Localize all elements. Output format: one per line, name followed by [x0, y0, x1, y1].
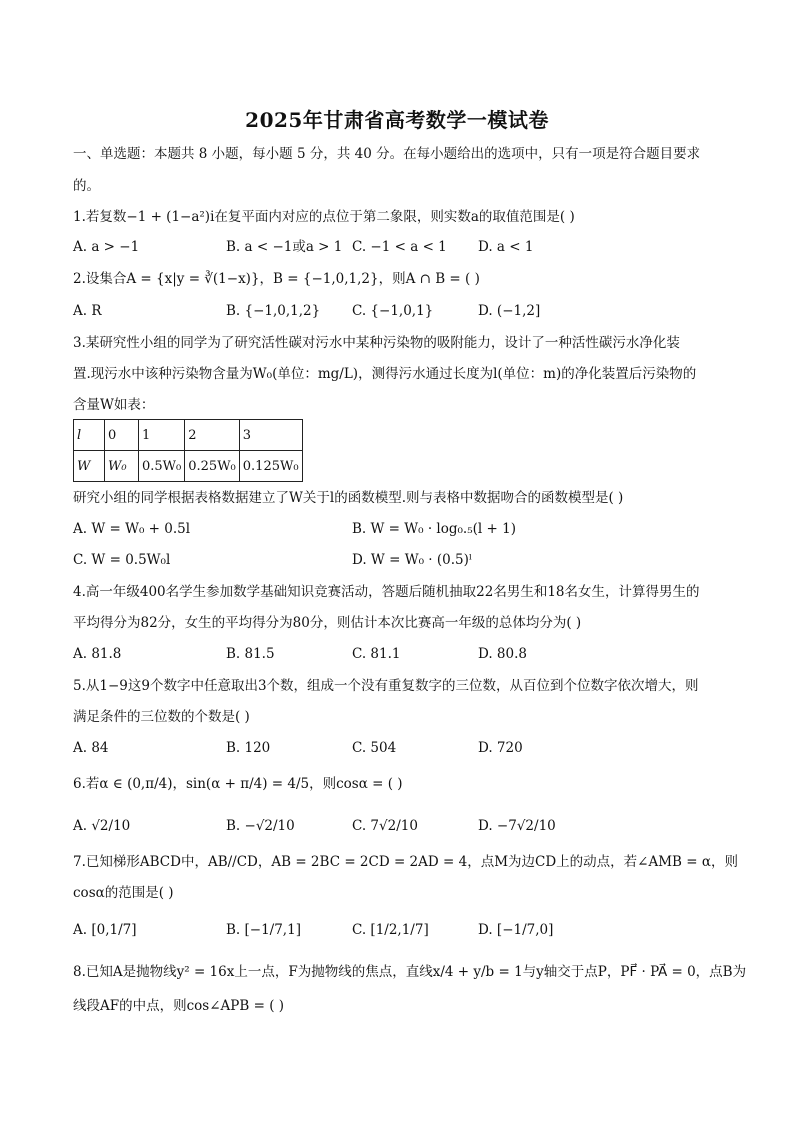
question-3-followup: 研究小组的同学根据表格数据建立了W关于l的函数模型.则与表格中数据吻合的函数模型是( ) [73, 490, 624, 506]
table-cell: W₀ [105, 451, 139, 482]
question-7-option-b: B. [−1/7,1] [226, 922, 301, 938]
question-3-stem-line1: 3.某研究性小组的同学为了研究活性碳对污水中某种污染物的吸附能力，设计了一种活性碳污水净化装 [73, 335, 680, 351]
table-cell: 2 [185, 420, 240, 451]
question-4-stem-line2: 平均得分为82分，女生的平均得分为80分，则估计本次比赛高一年级的总体均分为( ) [73, 615, 582, 631]
question-6-option-c: C. 7√2/10 [352, 818, 418, 834]
table-cell: l [74, 420, 105, 451]
question-1-option-d: D. a < 1 [478, 239, 534, 255]
question-8-stem-line2: 线段AF的中点，则cos∠APB = ( ) [73, 998, 285, 1014]
table-cell: 0 [105, 420, 139, 451]
question-7-option-a: A. [0,1/7] [73, 922, 137, 938]
question-2-stem: 2.设集合A = {x|y = ∛(1−x)}，B = {−1,0,1,2}，则A ∩ B = ( ) [73, 271, 480, 287]
question-8-stem-line1: 8.已知A是抛物线y² = 16x上一点，F为抛物线的焦点，直线x/4 + y/b = 1与y轴交于点P，PF⃗ · PA⃗ = 0，点B为 [73, 964, 747, 980]
question-1-option-c: C. −1 < a < 1 [352, 239, 447, 255]
question-3-option-c: C. W = 0.5W₀l [73, 552, 171, 568]
question-6-option-d: D. −7√2/10 [478, 818, 556, 834]
table-row [74, 451, 303, 482]
question-7-stem-line2: cosα的范围是( ) [73, 885, 174, 901]
question-6-option-a: A. √2/10 [73, 818, 131, 834]
question-2-option-c: C. {−1,0,1} [352, 303, 434, 319]
question-5-option-c: C. 504 [352, 740, 397, 756]
question-4-option-c: C. 81.1 [352, 646, 401, 662]
question-3-data-table [73, 419, 303, 482]
section-instructions-line1: 一、单选题：本题共 8 小题，每小题 5 分，共 40 分。在每小题给出的选项中，只有一项是符合题目要求 [73, 146, 701, 162]
question-7-option-c: C. [1/2,1/7] [352, 922, 429, 938]
question-3-option-b: B. W = W₀ · log₀.₅(l + 1) [352, 521, 516, 537]
question-4-option-a: A. 81.8 [73, 646, 122, 662]
question-7-option-d: D. [−1/7,0] [478, 922, 554, 938]
question-1-option-a: A. a > −1 [73, 239, 140, 255]
question-2-option-d: D. (−1,2] [478, 303, 541, 319]
question-2-option-a: A. R [73, 303, 102, 319]
question-2-option-b: B. {−1,0,1,2} [226, 303, 321, 319]
table-cell: 1 [139, 420, 185, 451]
question-6-option-b: B. −√2/10 [226, 818, 295, 834]
table-cell: 0.25W₀ [185, 451, 240, 482]
question-3-stem-line2: 置.现污水中该种污染物含量为W₀(单位：mg/L)，测得污水通过长度为l(单位：m)的净化装置后污染物的 [73, 366, 697, 382]
question-5-option-b: B. 120 [226, 740, 271, 756]
table-cell: 0.5W₀ [139, 451, 185, 482]
question-4-option-d: D. 80.8 [478, 646, 527, 662]
question-3-option-d: D. W = W₀ · (0.5)ˡ [352, 552, 473, 568]
exam-title: 2025年甘肃省高考数学一模试卷 [245, 108, 549, 132]
question-5-stem-line2: 满足条件的三位数的个数是( ) [73, 709, 250, 725]
question-3-option-a: A. W = W₀ + 0.5l [73, 521, 191, 537]
question-6-stem: 6.若α ∈ (0,π/4)，sin(α + π/4) = 4/5，则cosα = ( ) [73, 776, 403, 792]
table-row [74, 420, 303, 451]
table-cell: 0.125W₀ [239, 451, 302, 482]
question-5-option-d: D. 720 [478, 740, 523, 756]
question-3-stem-line3: 含量W如表： [73, 397, 155, 413]
question-1-option-b: B. a < −1或a > 1 [226, 239, 343, 255]
question-4-option-b: B. 81.5 [226, 646, 275, 662]
section-instructions-line2: 的。 [73, 178, 100, 194]
question-4-stem-line1: 4.高一年级400名学生参加数学基础知识竞赛活动，答题后随机抽取22名男生和18名女生，计算得男生的 [73, 584, 700, 600]
question-7-stem-line1: 7.已知梯形ABCD中，AB//CD，AB = 2BC = 2CD = 2AD = 4，点M为边CD上的动点，若∠AMB = α，则 [73, 854, 738, 870]
question-1-stem: 1.若复数−1 + (1−a²)i在复平面内对应的点位于第二象限，则实数a的取值范围是( ) [73, 209, 575, 225]
question-5-stem-line1: 5.从1−9这9个数字中任意取出3个数，组成一个没有重复数字的三位数，从百位到个位数字依次增大，则 [73, 678, 699, 694]
table-cell: 3 [239, 420, 302, 451]
question-5-option-a: A. 84 [73, 740, 109, 756]
table-cell: W [74, 451, 105, 482]
